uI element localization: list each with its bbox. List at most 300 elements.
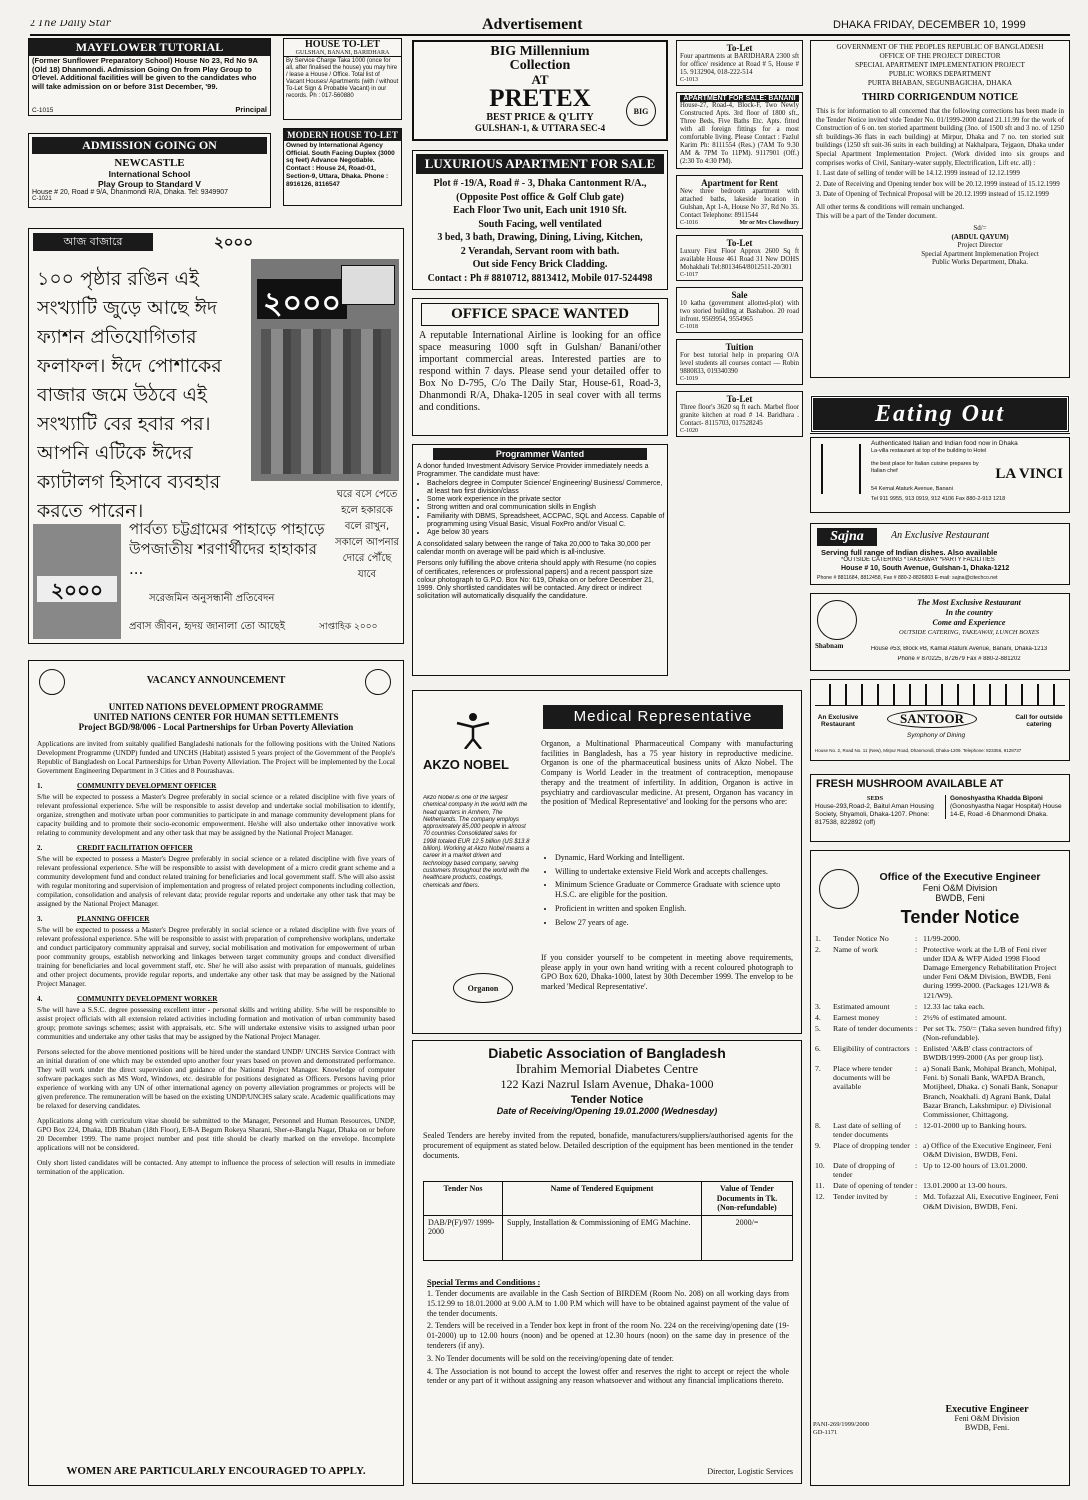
sajna-brand: Sajna — [817, 528, 877, 546]
undp-p2: Applications along with curriculum vitae should be submitted to the Manager, Personnel and Human Resources, UNDP, GPO Box 224, Dhaka, IDB Bhaban (18th Floor), E/8-A Begum Rokeya Sharani, Sher-e-Bangla Nagar, Dhaka on or before 20 December 1999. The name project number and post title should be clearly marked on the envelope. Incomplete applications will not be considered. — [37, 1117, 395, 1152]
diabetic-terms — [427, 1289, 789, 1389]
classified-footer — [680, 77, 799, 83]
classified-title: To-Let — [726, 43, 753, 53]
feni-h3: BWDB, Feni — [935, 893, 985, 903]
pretex-ad — [412, 40, 668, 141]
luxurious-line: Out side Fency Brick Cladding. — [472, 259, 608, 270]
bengali-body: ১০০ পৃষ্ঠার রঙিন এই সংখ্যাটি জুড়ে আছে ঈদ ফ্যাশন প্রতিযোগিতার ফলাফল। ঈদে পোশাকের বাজার জমে উঠবে এই সংখ্যাটি বের হবার পর। আপনি এটিকে ঈদের ক্যাটালগ হিসাবে ব্যবহার করতে পারেন। — [37, 268, 222, 522]
cover-badge — [341, 265, 395, 305]
admission-school: NEWCASTLE — [114, 157, 185, 169]
diabetic-h1: Diabetic Association of Bangladesh — [488, 1045, 726, 1061]
tender-row-value: a) Sonali Bank, Mohipal Branch, Mohipal, Feni. b) Sonali Bank, WAPDA Branch, Motijheel, Dhaka. c) Sonali Bank, Sonapur Branch, Noakhali. d) Agrani Bank, Dalal Bazar Branch, Lakshmipur. e) Divisional Commissioner, Chittagong. — [923, 1064, 1058, 1119]
position-heading — [37, 915, 395, 924]
akzo-requirements — [541, 853, 793, 931]
tender-row — [815, 1044, 1065, 1062]
position-body: S/he will be expected to possess a Master's Degree preferably in social science or a related discipline with five years of relevant professional experience. S/he will be responsible to assist with development of a micro credit grant scheme and a community development fund and conduct related training for beneficiaries and local government staff. S/he will also assist with regular monitoring and supervision of implementation and progress of related project components including collection, compilation, consolidation and analysis of relevant data; provide regular reports and undertake any other task that may be assigned by the National Project Manager. — [37, 855, 395, 908]
govt-line1: GOVERNMENT OF THE PEOPLES REPUBLIC OF BANGLADESH — [836, 43, 1044, 51]
sajna-l4: Phone # 8811684, 8812458, Fax # 880-2-8826803 E-mail: sajna@citechco.net — [817, 575, 998, 581]
santoor-l3: Call for outside catering — [1015, 714, 1063, 728]
habitat-emblem-icon — [365, 669, 391, 695]
govt-desig3: Public Works Department, Dhaka. — [932, 258, 1028, 267]
luxurious-line: South Facing, well ventilated — [478, 218, 602, 230]
bengali-side-note: ঘরে বসে পেতে হলে হকারকে বলে রাখুন, সকালে আপনার দোরে পৌঁছে যাবে — [335, 489, 399, 580]
sajna-tag: An Exclusive Restaurant — [891, 530, 990, 541]
programmer-requirements — [413, 480, 667, 538]
dateline: DHAKA FRIDAY, DECEMBER 10, 1999 — [833, 19, 1026, 31]
sajna-l2: *OUTSIDE CATERING *TAKEAWAY *PARTY FACILITIES — [841, 557, 995, 563]
tender-row-label: Date of dropping of tender — [833, 1161, 895, 1180]
tender-row-no: 11. — [815, 1181, 825, 1191]
diabetic-h3: 122 Kazi Nazrul Islam Avenue, Dhaka-1000 — [500, 1077, 714, 1091]
diabetic-h5: Date of Receiving/Opening 19.01.2000 (Wednesday) — [496, 1106, 718, 1116]
undp-positions — [29, 782, 403, 1042]
shabnam-l3: Come and Experience — [932, 618, 1006, 627]
classified-ref: C-1017 — [680, 272, 698, 278]
tender-row-value: 11/99-2000. — [923, 934, 961, 943]
akzo-requirement: • Dynamic, Hard Working and Intelligent. — [555, 853, 793, 863]
feni-h1: Office of the Executive Engineer — [879, 871, 1041, 883]
small-cover-title: ২০০০ — [37, 576, 117, 602]
feni-ref1: PANI-269/1999/2000 — [813, 1421, 870, 1428]
tender-row-no: 6. — [815, 1044, 821, 1054]
pretex-line5: BEST PRICE & Q'LITY — [486, 112, 594, 123]
page-number: 2 — [30, 20, 35, 28]
akzo-requirement: • Proficient in written and spoken English. — [555, 904, 793, 914]
luxurious-line: (Opposite Post office & Golf Club gate) — [456, 191, 624, 203]
classified-footer — [680, 220, 799, 226]
position-heading — [37, 782, 395, 791]
tender-row-colon: : — [915, 1001, 918, 1011]
lavinci-logo-icon — [821, 444, 861, 494]
position-body: S/he will have a S.S.C. degree possessing excellent inter - personal skills and writing ability. S/he will be responsible to assist project officials with all extension related activities including formation and motivation of urban community based group; promote savings schemes; assist with appraisals, etc. S/he will undertake extensive visits to assigned urban poor communities and undertake any other tasks that may be assigned by the National Project Manager. — [37, 1006, 395, 1041]
tender-row-colon: : — [915, 1064, 918, 1074]
pretex-line1: BIG Millennium — [490, 44, 590, 59]
govt-title: THIRD CORRIGENDUM NOTICE — [861, 92, 1019, 103]
mushroom-col2 — [945, 795, 1065, 819]
tender-row-colon: : — [915, 1140, 918, 1150]
undp-footer: WOMEN ARE PARTICULARLY ENCOURAGED TO APPLY. — [66, 1465, 366, 1477]
akzo-nobel-ad — [412, 690, 802, 1034]
tender-row-no: 9. — [815, 1140, 821, 1150]
shabnam-l4: OUTSIDE CATERING, TAKEAWAY, LUNCH BOXES — [899, 629, 1039, 636]
tender-row-colon: : — [915, 1192, 918, 1202]
office-space-title: OFFICE SPACE WANTED — [421, 303, 659, 326]
requirement-item: • Strong written and oral communication skills in English — [427, 504, 667, 512]
luxurious-ad — [412, 150, 668, 290]
akzo-body: Organon, a Multinational Pharmaceutical Company with manufacturing facilities in Bangladesh, has a 75 year history in reproductive medicine. Organon is one of the pharmaceutical business units of Akzo Nobel. The Company is World Leader in the treatment of contraception, menopause therapy and the treatment of infertility. In addition, Organon is active in psychiatry and cardiovascular medicine. At present, Organon has vacancy in the position of 'Medical Representative' and looking for the persons who are: — [541, 739, 793, 807]
sajna-ad — [810, 523, 1070, 585]
programmer-intro: A donor funded Investment Advisory Service Provider immediately needs a Programmer. The candidate must have: — [417, 463, 649, 479]
shabnam-ad — [810, 593, 1070, 671]
tender-row-label: Estimated amount — [833, 1001, 890, 1011]
akzo-requirement: • Minimum Science Graduate or Commerce Graduate with science upto H.S.C. are eligible for the position. — [555, 880, 793, 899]
cell-value: 2000/= — [702, 1215, 793, 1260]
classified-ad — [676, 40, 803, 86]
tender-row-value: 12.33 lac taka each. — [923, 1001, 985, 1011]
admission-sub2: Play Group to Standard V — [98, 179, 201, 189]
tender-row-colon: : — [915, 945, 918, 955]
admission-ref: C-1021 — [32, 196, 52, 202]
govt-p3: This will be a part of the Tender document. — [816, 211, 937, 220]
position-title: PLANNING OFFICER — [77, 915, 150, 923]
un-emblem-icon — [39, 669, 65, 695]
classified-title: To-Let — [726, 394, 753, 404]
undp-h3: Project BGD/98/006 - Local Partnerships for Urban Poverty Alleviation — [78, 722, 354, 732]
akzo-requirement: • Willing to undertake extensive Field Work and accepts challenges. — [555, 867, 793, 877]
sajna-l3: House # 10, South Avenue, Gulshan-1, Dhaka-1212 — [841, 565, 1010, 572]
classified-footer — [680, 324, 799, 330]
mushroom-col2-body: (Gonoshyastha Nagar Hospital) House 14-E, Road -6 Dhanmondi Dhaka. — [950, 803, 1062, 818]
position-body: S/he will be expected to possess a Master's Degree preferably in social science or a related discipline with five years of relevant professional experience. S/he will be responsible to assist with preparation of comprehensive workplans, undertake and conduct participatory community appraisal and survey, social mobilisation and motivation for empowerment of urban poor community groups, establish networking and linkages between target community groups and conduct diversified training for beneficiaries and local government staff, etc. She/ he will also assist with preparation of manuals, guidelines and other project documents, provide regular reports, and undertake any other task that may be assigned by the National Project Manager. — [37, 926, 395, 988]
tender-row-no: 1. — [815, 934, 821, 943]
luxurious-line: Each Floor Two unit, Each unit 1910 Sft. — [453, 205, 627, 216]
akzo-apply: If you consider yourself to be competent in meeting above requirements, please apply in your own hand writing with a recent coloured photograph to GPO Box 620, Dhaka-1000, latest by 30th December 1999. The envelop to be marked 'Medical Representative'. — [541, 953, 793, 992]
feni-sign2: Feni O&M Division — [954, 1414, 1020, 1423]
classified-body: New three bedroom apartment with attached baths, lakeside location in Gulshan, Apt 1-A, House No 37, Rd No 35. Contact Telephone: 8911544 — [680, 188, 799, 219]
modern-house-body: Owned by International Agency Official. South Facing Duplex (3000 sq feet) Advance Negotiable. Contact : House 24, Road-01, Section-9, Uttara, Dhaka. Phone : 8916126, 8116547 — [286, 142, 395, 188]
tender-row-value: 12-01-2000 up to Banking hours. — [923, 1120, 1027, 1130]
requirement-item: • Some work experience in the private sector — [427, 496, 667, 504]
lavinci-l2: La-villa restaurant at top of the building to Hotel — [871, 448, 987, 454]
classified-ref: C-1018 — [680, 324, 698, 330]
classified-ad — [676, 92, 803, 169]
pretex-line2: Collection — [509, 58, 571, 73]
requirement-item: • Familiarity with DBMS, Spreadsheet, ACCPAC, SQL and Access. Capable of programming using Visual Basic, Visual FoxPro and/or Visual C. — [427, 513, 667, 530]
mushroom-title: FRESH MUSHROOM AVAILABLE AT — [816, 778, 1004, 790]
admission-sub1: International School — [108, 169, 191, 179]
tender-row-no: 12. — [815, 1192, 825, 1202]
feni-signature — [907, 1405, 1067, 1432]
term-item: 4. The Association is not bound to accept the lowest offer and reserves the right to accept or reject the whole tender or any part of it without assigning any reason whatsoever and without any financial implications thereto. — [427, 1366, 789, 1386]
cover-photo-people — [261, 329, 391, 474]
tender-row-label: Last date of selling of tender documents — [833, 1120, 901, 1139]
mushroom-col1-head: SEDS — [866, 795, 884, 802]
undp-p3: Only short listed candidates will be contacted. Any attempt to influence the process of selection will results in immediate termination of the application. — [37, 1159, 395, 1176]
bengali-top-left: আজ বাজারে — [33, 233, 153, 251]
organon-logo: Organon — [453, 973, 513, 1003]
classified-ref: C-1016 — [680, 220, 698, 226]
feni-sign1: Executive Engineer — [945, 1405, 1029, 1415]
magazine-cover-title: ২০০০ — [257, 279, 347, 319]
mayflower-title: MAYFLOWER TUTORIAL — [29, 39, 270, 56]
page-header — [30, 16, 1070, 34]
classified-body: Four apartments at BARIDHARA 2300 sft for office/ residence at Road # 5, House # 15. 9132904, 018-222-514 — [680, 53, 799, 76]
office-space-ad — [412, 298, 668, 436]
classified-column — [676, 40, 803, 690]
luxurious-line: Contact : Ph # 8810712, 8813412, Mobile 017-524498 — [427, 272, 653, 284]
classified-footer — [680, 272, 799, 278]
tender-row-value: 2½% of estimated amount. — [923, 1012, 1007, 1022]
classified-body: 10 katha (government allotted-plot) with two storied building at Bashaboo. 20 road infront. 9569954, 9554965 — [680, 300, 799, 323]
govt-signatory: (ABDUL QAYUM) — [951, 232, 1009, 241]
santoor-l1: An Exclusive Restaurant — [817, 714, 859, 728]
classified-ref: C-1020 — [680, 428, 698, 434]
sajna-l1: Serving full range of Indian dishes. Also available — [821, 548, 998, 557]
mayflower-sign: Principal — [235, 105, 267, 114]
shabnam-l5: House #53, Block #B, Kamal Ataturk Avenue, Banani, Dhaka-1213 — [870, 646, 1048, 652]
position-title: CREDIT FACILITATION OFFICER — [77, 844, 193, 852]
lavinci-phone: Tel 911 9955, 913 0919, 912 4106 Fax 880-2-913 1218 — [871, 496, 1006, 502]
requirement-item: • Bachelors degree in Computer Science/ Engineering/ Business/ Commerce, at least two first division/class — [427, 480, 667, 497]
tender-row-value: Up to 12-00 hours of 13.01.2000. — [923, 1161, 1028, 1171]
house-tolet-sub: GULSHAN, BANANI, BARIDHARA — [284, 50, 401, 57]
programmer-ad — [412, 444, 668, 676]
tender-row — [815, 1013, 1065, 1022]
lavinci-address: 54 Kemal Ataturk Avenue, Banani — [871, 486, 953, 492]
programmer-title: Programmer Wanted — [433, 448, 647, 460]
tender-row-colon: : — [915, 934, 918, 943]
tender-row-label: Place of dropping tender — [833, 1140, 910, 1150]
section-title: Advertisement — [482, 16, 583, 33]
tender-row-colon: : — [915, 1181, 918, 1191]
tender-row — [815, 1024, 1065, 1042]
tender-row — [815, 1121, 1065, 1139]
classified-title: APARTMENT FOR SALE: BANANI — [680, 95, 799, 102]
govt-desig1: Project Director — [957, 241, 1003, 250]
govt-p2: All other terms & conditions will remain unchanged. — [816, 202, 965, 211]
feni-title: Tender Notice — [900, 907, 1020, 927]
bengali-story: পার্বত্য চট্টগ্রামের পাহাড়ে পাহাড়ে উপজাতীয় শরণার্থীদের হাহাকার ... — [129, 520, 325, 578]
luxurious-line: 3 bed, 3 bath, Drawing, Dining, Living, Kitchen, — [437, 232, 643, 243]
classified-ad — [676, 287, 803, 333]
tender-row-label: Eligibility of contractors — [833, 1044, 910, 1054]
shabnam-l1: The Most Exclusive Restaurant — [917, 598, 1021, 607]
classified-footer — [680, 428, 799, 434]
classified-title: Sale — [731, 290, 748, 300]
akzo-brand: AKZO NOBEL — [423, 757, 509, 772]
col-header-value: Value of Tender Documents in Tk. (Non-refundable) — [702, 1182, 793, 1216]
classified-sign: Mr or Mrs Chowdhury — [739, 220, 799, 226]
tender-row-value: a) Office of the Executive Engineer, Feni O&M Division, BWDB, Feni. — [923, 1140, 1052, 1160]
govt-line2: OFFICE OF THE PROJECT DIRECTOR — [879, 52, 1001, 60]
undp-intro: Applications are invited from suitably qualified Bangladeshi nationals for the following positions with the United Nations Development Programme (UNDP) funded and UNCHS (Habitat) assisted 5 years project of the Government of the People's Republic of Bangladesh on Local Partnerships for Urban Poverty Alleviation. The Project will be implemented by the Local Government Engineering Department in 3 Cities and 8 Pourashavas. — [37, 740, 395, 775]
undp-h2: UNITED NATIONS CENTER FOR HUMAN SETTLEMENTS — [93, 712, 339, 722]
term-item: 1. Tender documents are available in the Cash Section of BIRDEM (Room No. 208) on all working days from 15.12.99 to 18.01.2000 at 9.00 A.M to 1.00 P.M which will have to be obtained against payment of the value of the tender documents. — [427, 1289, 789, 1318]
tender-row-label: Name of work — [833, 945, 879, 955]
office-space-body: A reputable International Airline is looking for an office space measuring 1000 sqft in Gulshan/ Banani/other important commercial areas. Interested parties are to respond within 7 days. Please send your detailed offer to Box No D-795, C/o The Daily Star, House-61, Road-3, Dhanmondi R/A, Dhaka-1205 in seal cover with all terms and conditions. — [419, 330, 661, 413]
govt-desig2: Special Apartment Implemenation Project — [921, 249, 1039, 258]
lavinci-brand: LA VINCI — [995, 466, 1063, 482]
corrigendum-item: 1. Last date of selling of tender will be 14.12.1999 instead of 12.12.1999 — [816, 169, 1020, 178]
govt-line3: SPECIAL APARTMENT IMPLEMENTATION PROJECT — [855, 61, 1025, 69]
mayflower-ad — [28, 38, 271, 116]
shabnam-l2: In the country — [945, 608, 993, 617]
classified-body: Three floor's 3620 sq ft each. Marbel floor granite kitchen at road # 14. Baridhara . Contact- 8115703, 017528245 — [680, 404, 799, 427]
tender-row-colon: : — [915, 1044, 918, 1054]
admission-ad — [28, 133, 271, 208]
mushroom-col1 — [815, 795, 935, 827]
position-body: S/he will be expected to possess a Master's Degree preferably in social science or a related discipline with five years of relevant professional experience. S/he will be responsible to assist develop and undertake social mobilisation to identify, organize, strengthen and motivate urban poor communities to participate in and manage community development plans for capacity building and to promote their socio-economic empowerment. He/she will also undertake other innovative work relating to community development and any other task that may be assigned by the National Project Manager. — [37, 793, 395, 837]
modern-house-ad — [283, 128, 402, 206]
mushroom-col1-body: House-293,Road-2, Baitul Aman Housing Society, Shyamoli, Dhaka-1207. Phone: 817538, 822892 (off) — [815, 803, 934, 826]
position-number: 3. — [37, 915, 43, 923]
shabnam-brand: Shabnam — [815, 642, 844, 650]
pretex-line3: AT — [531, 72, 549, 87]
luxurious-title: LUXURIOUS APARTMENT FOR SALE — [416, 154, 664, 174]
classified-ad — [676, 339, 803, 385]
diabetic-h2: Ibrahim Memorial Diabetes Centre — [515, 1061, 699, 1076]
tender-row-no: 8. — [815, 1120, 821, 1130]
luxurious-line: Plot # -19/A, Road # - 3, Dhaka Cantonment R/A., — [433, 178, 647, 189]
house-tolet-title: HOUSE TO-LET — [305, 39, 380, 50]
diabetic-table — [423, 1181, 793, 1261]
govt-corrigendum-ad — [810, 40, 1070, 378]
pretex-line6: GULSHAN-1, & UTTARA SEC-4 — [474, 123, 606, 133]
akzo-title: Medical Representative — [543, 705, 783, 729]
programmer-salary: A consolidated salary between the range of Taka 20,000 to Taka 30,000 per calendar month on average will be paid which is all-inclusive. — [417, 540, 651, 556]
corrigendum-item: 2. Date of Receiving and Opening tender box will be 20.12.1999 instead of 15.12.1999 — [816, 179, 1060, 188]
classified-title: To-Let — [726, 238, 753, 248]
tender-row — [815, 1064, 1065, 1119]
tender-row-no: 2. — [815, 945, 821, 955]
tender-row-no: 10. — [815, 1161, 825, 1171]
diabetic-sign: Director, Logistic Services — [707, 1467, 793, 1476]
feni-tender-ad — [810, 850, 1070, 1486]
col-header-tender-nos: Tender Nos — [424, 1182, 503, 1216]
tender-row-value: Enlisted 'A&B' class contractors of BWDB/1999-2000 (As per group list). — [923, 1044, 1044, 1063]
programmer-apply: Persons only fulfilling the above criteria should apply with Resume (no copies of certificates, references or professional papers) and a recent passport size colour photograph to G.P.O. Box No: 619, Dhaka on or before December 21, 1999. Only shortlisted candidates will be contacted. Any direct or indirect solicitation will automatically disqualify the candidature. — [417, 560, 657, 601]
admission-address: House # 20, Road # 9/A, Dhanmondi R/A, Dhaka. Tel: 9349907 — [32, 189, 228, 196]
mayflower-body: (Former Sunflower Preparatory School) House No 23, Rd No 9A (Old 18) Dhanmondi. Admission Going On from Play Group to O'level. Additional facilities will be given to the candidates who will take admission on or before 31st December, '99. — [32, 56, 258, 91]
magazine-small-cover — [33, 524, 121, 639]
luxurious-line: 2 Verandah, Servant room with bath. — [460, 245, 620, 257]
santoor-decoration-icon — [815, 684, 1065, 706]
govt-sd: Sd/= — [973, 223, 987, 232]
feni-refs — [813, 1421, 903, 1437]
cell-tender-no: DAB/P(F)/97/ 1999-2000 — [424, 1215, 503, 1260]
position-heading — [37, 844, 395, 853]
tender-row-colon: : — [915, 1012, 918, 1022]
tender-row-no: 7. — [815, 1064, 821, 1074]
tender-row — [815, 1181, 1065, 1190]
classified-title: Tuition — [725, 342, 754, 352]
lavinci-ad — [810, 437, 1070, 513]
lavinci-l3: the best place for Italian cuisine prepares by Italian chef — [871, 461, 979, 474]
tender-row-value: Md. Tofazzal Ali, Executive Engineer, Feni O&M Division, BWDB, Feni. — [923, 1192, 1059, 1211]
modern-house-title: MODERN HOUSE TO-LET — [284, 129, 401, 141]
bwdb-emblem-icon — [819, 869, 859, 909]
tender-row-label: Tender invited by — [833, 1192, 888, 1202]
undp-p1: Persons selected for the above mentioned positions will be hired under the standard UNDP/ UNCHS Service Contract with an initial duration of one which may be extended upto another four years based on proven and demonstrated performance. They will work under the direct supervision and guidance of the National Project Manager. Knowledge of computer software packages such as MS Word, Windows, etc. desirable for positions designated as Officers. Persons having prior experience of working with any UN of other international agency on poverty alleviation programmes or projects will be given preference. The remuneration will be based on the existing UNDP/UNCHS salary scale. Academic qualifications may be relaxed for deserving candidates. — [37, 1048, 395, 1110]
cell-equipment: Supply, Installation & Commissioning of EMG Machine. — [503, 1215, 702, 1260]
classified-ad — [676, 391, 803, 437]
santoor-l2: Symphony of Dining — [906, 732, 966, 739]
tender-row-no: 5. — [815, 1023, 821, 1033]
bengali-magazine-ad — [28, 228, 404, 644]
classified-ad — [676, 235, 803, 281]
undp-h1: UNITED NATIONS DEVELOPMENT PROGRAMME — [108, 702, 324, 712]
position-number: 1. — [37, 782, 43, 790]
diabetic-h4: Tender Notice — [570, 1094, 644, 1106]
shabnam-l6: Phone # 870225, 872679 Fax # 880-2-881202 — [897, 656, 1021, 662]
term-item: 3. No Tender documents will be sold on the receiving/opening date of tender. — [427, 1353, 674, 1363]
bengali-top-right: ২০০০ — [214, 233, 254, 249]
position-title: COMMUNITY DEVELOPMENT WORKER — [77, 995, 218, 1003]
pretex-logo: BIG — [626, 96, 656, 126]
tender-row-colon: : — [915, 1161, 918, 1171]
tender-row-label: Tender Notice No — [833, 934, 889, 943]
classified-body: Luxury First Floor Approx 2600 Sq ft available House 461 Road 31 New DOHS Mohakhali Tel:8013464/8012511-20/301 — [680, 248, 799, 271]
magazine-cover-image — [251, 259, 399, 481]
position-heading — [37, 995, 395, 1004]
lavinci-l1: Authenticated Italian and Indian food now in Dhaka — [871, 440, 1018, 447]
akzo-logo-icon — [453, 709, 493, 749]
house-tolet-body: By Service Charge Taka 1000 (once for all, after finalised the house) you may hire / lease a House / Office. Total list of Vacant Houses/ Apartments (with / without To-Let Sign & Probable Vacant) in our records. Ph : 017-560880 — [286, 58, 399, 99]
govt-body: This is for information to all concerned that the following corrections has been made in the Tender Notice invited vide Tender No. 01/1999-2000 dated 21.11.99 for the work of Construction of 6 on. ten storied apartment building (3no. of 1500 sft and 3 no. of 1250 sft buildings-36 flats in each building) at Mirpur, Dhaka and 7 no. ten storied suit buildings (1250 sft suit-36 suits in each building) at Nakhalpara, Tejgaon, Dhaka under Special Apartment Implementation Project. (Work divided into six groups and comprises works of Civil, Sanitary-water supply, Electrification, Lift etc. all) : — [816, 107, 1064, 167]
govt-line4: PUBLIC WORKS DEPARTMENT — [888, 70, 992, 78]
position-number: 2. — [37, 844, 43, 852]
feni-sign3: BWDB, Feni. — [964, 1423, 1010, 1432]
classified-ad — [676, 175, 803, 229]
classified-title: Apartment for Rent — [701, 178, 778, 188]
akzo-requirement: • Below 27 years of age. — [555, 918, 793, 928]
tender-row-value: Protective work at the L/B of Feni river under IDA & WFP Aided 1998 Flood Damage Emergency Rehabilitation Project under Feni O&M Division, BWDB, Feni during 1999-2000. (Packages 121/W8 & 121/W9). — [923, 945, 1057, 1000]
feni-ref2: GD-1171 — [813, 1429, 838, 1436]
tender-row-label: Place where tender documents will be available — [833, 1064, 893, 1092]
corrigendum-item: 3. Date of Opening of Technical Proposal will be 20.12.1999 instead of 15.12.1999 — [816, 190, 1049, 199]
tender-row-label: Rate of tender documents — [833, 1023, 913, 1033]
govt-items — [811, 167, 1069, 203]
classified-body: House-27, Road-4, Block-F, Two Newly Constructed Apts. 3rd floor of 1800 sft., Three Beds, Five Baths Etc. Apts. fitted with all foreign fittings for a most comfortable living. Please Contact : Fazlul Karim Ph: 8111554 (Res.) (7AM To 9.30 AM & 7PM To 11PM). 9117901 (Off.) (2:30 To 4:30 PM). — [680, 102, 799, 165]
govt-line5: PURTA BHABAN, SEGUNBAGICHA, DHAKA — [867, 79, 1013, 87]
col-header-equipment: Name of Tendered Equipment — [503, 1182, 702, 1216]
akzo-side: Akzo Nobel is one of the largest chemical company in the world with the head quarters in Arnhem, The Netherlands. The company employs approximately 85,000 people in almost 70 countries Consolidated sales for 1998 totaled EUR 12.5 billion (US $13.8 billion). Working at Akzo Nobel means a career in a market driven and technology based company, serving customers throughout the world with the healthcare products, coatings, chemicals and fibers. — [423, 795, 530, 889]
tender-row-no: 4. — [815, 1012, 821, 1022]
santoor-ad — [810, 679, 1070, 761]
mayflower-ref: C-1015 — [32, 107, 54, 114]
house-tolet-ad — [283, 38, 402, 120]
tender-row — [815, 1192, 1065, 1210]
feni-rows — [811, 934, 1069, 1211]
feni-h2: Feni O&M Division — [922, 883, 998, 893]
mushroom-ad — [810, 774, 1070, 842]
tender-row-value: 13.01.2000 at 13-00 hours. — [923, 1181, 1008, 1191]
tender-row — [815, 1161, 1065, 1179]
classified-body: For best tutorial help in preparing O/A level students all courses contact — Robin 9880833, 019340390 — [680, 352, 799, 375]
classified-ref: C-1019 — [680, 376, 698, 382]
eating-out-section — [810, 395, 1070, 767]
classified-ref: C-1013 — [680, 77, 698, 83]
santoor-brand: SANTOOR — [887, 710, 977, 728]
tender-row-no: 3. — [815, 1001, 821, 1011]
tender-row — [815, 934, 1065, 943]
santoor-l4: House No. 2, Road No. 11 (New), Mirpur Road, Dhanmondi, Dhaka-1209. Telephone: 823356, 9128737 — [815, 748, 1022, 753]
tender-row-value: Per set Tk. 750/= (Taka seven hundred fifty) (Non-refundable). — [923, 1023, 1062, 1042]
requirement-item: • Age below 30 years — [427, 529, 667, 537]
shabnam-logo-icon — [817, 600, 857, 640]
masthead: The Daily Star — [37, 20, 111, 28]
tender-row — [815, 945, 1065, 1000]
bengali-footer: প্রবাস জীবন, হৃদয় জানালা তো আছেই — [129, 621, 286, 632]
tender-row-label: Earnest money — [833, 1012, 880, 1022]
tender-row-colon: : — [915, 1120, 918, 1130]
diabetic-terms-title: Special Terms and Conditions : — [427, 1277, 541, 1287]
term-item: 2. Tenders will be received in a Tender box kept in front of the room No. 224 on the receiving/opening date (19-01-2000) up to 12.00 hours (noon) and be opened at 12.30 hours (noon) on the same day in presence of the tenderers (if any). — [427, 1321, 789, 1350]
undp-title: VACANCY ANNOUNCEMENT — [146, 675, 286, 686]
diabetic-intro: Sealed Tenders are hereby invited from the reputed, bonafide, manufacturers/suppliers/authorised agents for the procurement of equipment as stated below. Detailed description of the equipment has been mentioned in the tender documents. — [423, 1131, 793, 1160]
bengali-story-sub: সরেজমিন অনুসন্ধানী প্রতিবেদন — [149, 593, 275, 604]
bengali-mag-name: সাপ্তাহিক ২০০০ — [319, 622, 378, 632]
pretex-brand: PRETEX — [489, 85, 591, 112]
undp-vacancy-ad — [28, 660, 404, 1486]
admission-title: ADMISSION GOING ON — [32, 137, 267, 154]
tender-row-label: Date of opening of tender — [833, 1181, 914, 1191]
position-title: COMMUNITY DEVELOPMENT OFFICER — [77, 782, 217, 790]
position-number: 4. — [37, 995, 43, 1003]
tender-row — [815, 1141, 1065, 1159]
mushroom-col2-head: Gonoshyastha Khadda Biponi — [950, 795, 1043, 802]
diabetic-tender-ad — [412, 1040, 802, 1484]
